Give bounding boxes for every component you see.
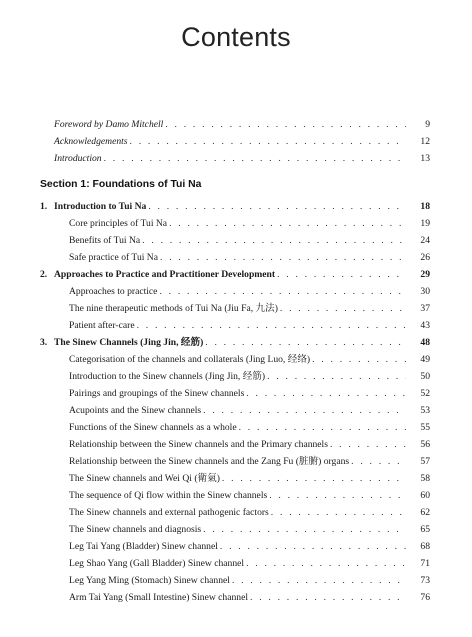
toc-entry-foreword[interactable] <box>54 116 430 133</box>
page-number: 18 <box>420 201 430 212</box>
page-number: 65 <box>420 524 430 535</box>
entry-label: The Sinew channels and Wei Qi (衛氣) <box>69 473 220 484</box>
toc-subentry[interactable] <box>40 572 430 589</box>
entry-label: Leg Shao Yang (Gall Bladder) Sinew channel <box>69 558 245 569</box>
toc-subentry[interactable] <box>40 368 430 385</box>
page-number: 26 <box>420 252 430 263</box>
toc-chapter-3[interactable] <box>40 334 430 351</box>
front-matter-list <box>54 116 430 167</box>
dot-leader <box>137 317 406 334</box>
toc-subentry[interactable] <box>40 249 430 266</box>
toc-subentry[interactable] <box>40 453 430 470</box>
dot-leader <box>159 283 406 300</box>
page-number: 52 <box>420 388 430 399</box>
dot-leader <box>267 368 406 385</box>
dot-leader <box>205 334 406 351</box>
dot-leader <box>220 538 406 555</box>
page-number: 19 <box>420 218 430 229</box>
entry-label: Relationship between the Sinew channels and the Zang Fu (脏腑) organs <box>69 456 350 467</box>
dot-leader <box>312 351 406 368</box>
toc-subentry[interactable] <box>40 487 430 504</box>
toc-subentry[interactable] <box>40 300 430 317</box>
chapter-list <box>40 198 430 606</box>
entry-label: Relationship between the Sinew channels and the Primary channels <box>69 439 328 450</box>
toc-subentry[interactable] <box>40 232 430 249</box>
chapter-number: 3. <box>40 337 48 348</box>
page-number: 57 <box>420 456 430 467</box>
page-number: 12 <box>420 136 430 147</box>
toc-subentry[interactable] <box>40 521 430 538</box>
chapter-number: 1. <box>40 201 48 212</box>
entry-label: Leg Tai Yang (Bladder) Sinew channel <box>69 541 218 552</box>
page-number: 49 <box>420 354 430 365</box>
dot-leader <box>239 419 406 436</box>
page-number: 50 <box>420 371 430 382</box>
entry-label: Acupoints and the Sinew channels <box>69 405 202 416</box>
page-number: 58 <box>420 473 430 484</box>
entry-label: Foreword by Damo Mitchell <box>54 119 164 130</box>
section-heading: Section 1: Foundations of Tui Na <box>40 179 202 190</box>
page-number: 53 <box>420 405 430 416</box>
entry-label: Pairings and groupings of the Sinew channels <box>69 388 245 399</box>
dot-leader <box>130 133 406 150</box>
entry-label: The nine therapeutic methods of Tui Na (Jiu Fa, 九法) <box>69 303 278 314</box>
entry-label: Arm Tai Yang (Small Intestine) Sinew channel <box>69 592 249 603</box>
dot-leader <box>232 572 406 589</box>
toc-chapter-2[interactable] <box>40 266 430 283</box>
toc-subentry[interactable] <box>40 419 430 436</box>
entry-label: Core principles of Tui Na <box>69 218 168 229</box>
dot-leader <box>277 266 406 283</box>
dot-leader <box>271 504 406 521</box>
entry-label: Approaches to practice <box>69 286 158 297</box>
page-number: 24 <box>420 235 430 246</box>
toc-subentry[interactable] <box>40 504 430 521</box>
dot-leader <box>269 487 406 504</box>
toc-subentry[interactable] <box>40 538 430 555</box>
page-number: 9 <box>425 119 430 130</box>
page-number: 60 <box>420 490 430 501</box>
dot-leader <box>104 150 406 167</box>
dot-leader <box>222 470 406 487</box>
toc-subentry[interactable] <box>40 215 430 232</box>
entry-label: Categorisation of the channels and collaterals (Jing Luo, 经络) <box>69 354 311 365</box>
page-number: 62 <box>420 507 430 518</box>
dot-leader <box>203 521 406 538</box>
toc-subentry[interactable] <box>40 470 430 487</box>
toc-subentry[interactable] <box>40 283 430 300</box>
page-number: 76 <box>420 592 430 603</box>
page-number: 43 <box>420 320 430 331</box>
toc-chapter-1[interactable] <box>40 198 430 215</box>
dot-leader <box>280 300 406 317</box>
dot-leader <box>148 198 406 215</box>
toc-subentry[interactable] <box>40 385 430 402</box>
dot-leader <box>330 436 406 453</box>
dot-leader <box>142 232 406 249</box>
page-number: 48 <box>420 337 430 348</box>
toc-entry-introduction[interactable] <box>54 150 430 167</box>
dot-leader <box>169 215 406 232</box>
dot-leader <box>246 555 406 572</box>
chapter-title: Approaches to Practice and Practitioner Development <box>54 269 276 280</box>
entry-label: The sequence of Qi flow within the Sinew channels <box>69 490 268 501</box>
entry-label: Functions of the Sinew channels as a whole <box>69 422 237 433</box>
page-number: 13 <box>420 153 430 164</box>
page-number: 56 <box>420 439 430 450</box>
entry-label: Safe practice of Tui Na <box>69 252 158 263</box>
toc-subentry[interactable] <box>40 436 430 453</box>
dot-leader <box>165 116 406 133</box>
chapter-number: 2. <box>40 269 48 280</box>
page-number: 71 <box>420 558 430 569</box>
entry-label: The Sinew channels and diagnosis <box>69 524 202 535</box>
entry-label: Leg Yang Ming (Stomach) Sinew channel <box>69 575 230 586</box>
toc-subentry[interactable] <box>40 589 430 606</box>
toc-subentry[interactable] <box>40 317 430 334</box>
page-number: 55 <box>420 422 430 433</box>
toc-subentry[interactable] <box>40 555 430 572</box>
page-number: 30 <box>420 286 430 297</box>
toc-subentry[interactable] <box>40 351 430 368</box>
page-title: Contents <box>181 22 291 52</box>
page-number: 29 <box>420 269 430 280</box>
chapter-title: Introduction to Tui Na <box>54 201 147 212</box>
dot-leader <box>203 402 406 419</box>
dot-leader <box>250 589 406 606</box>
page-number: 37 <box>420 303 430 314</box>
entry-label: The Sinew channels and external pathogenic factors <box>69 507 269 518</box>
chapter-title: The Sinew Channels (Jing Jin, 经筋) <box>54 337 204 348</box>
page-number: 68 <box>420 541 430 552</box>
toc-subentry[interactable] <box>40 402 430 419</box>
toc-entry-acknowledgements[interactable] <box>54 133 430 150</box>
dot-leader <box>160 249 406 266</box>
page-number: 73 <box>420 575 430 586</box>
entry-label: Benefits of Tui Na <box>69 235 141 246</box>
entry-label: Introduction to the Sinew channels (Jing Jin, 经筋) <box>69 371 266 382</box>
dot-leader <box>351 453 406 470</box>
entry-label: Patient after-care <box>69 320 135 331</box>
dot-leader <box>246 385 406 402</box>
entry-label: Acknowledgements <box>54 136 128 147</box>
entry-label: Introduction <box>54 153 102 164</box>
